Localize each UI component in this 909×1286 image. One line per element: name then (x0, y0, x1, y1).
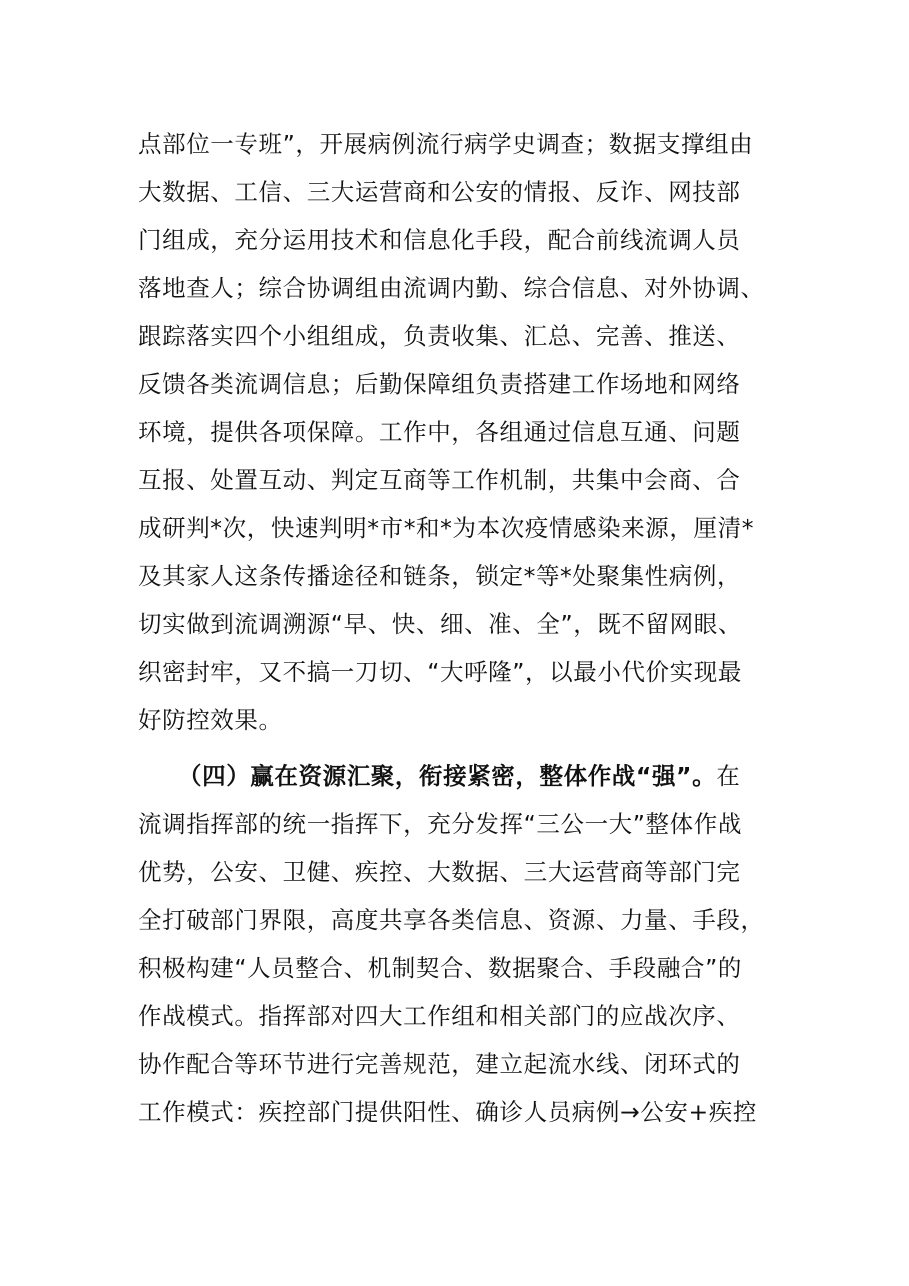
paragraph-2-line-7: 协作配合等环节进行完善规范，建立起流水线、闭环式的 (138, 1050, 741, 1078)
paragraph-1-line-9: 成研判*次，快速判明*市*和*为本次疫情感染来源，厘清* (138, 514, 755, 542)
paragraph-1-line-7: 环境，提供各项保障。工作中，各组通过信息互通、问题 (138, 418, 741, 446)
paragraph-2-line-5: 积极构建“人员整合、机制契合、数据聚合、手段融合”的 (138, 954, 742, 982)
paragraph-2-line-6: 作战模式。指挥部对四大工作组和相关部门的应战次序、 (138, 1002, 741, 1030)
paragraph-1-line-5: 跟踪落实四个小组组成，负责收集、汇总、完善、推送、 (138, 322, 741, 350)
paragraph-1-line-6: 反馈各类流调信息；后勤保障组负责搭建工作场地和网络 (138, 370, 741, 398)
paragraph-2-line-4: 全打破部门界限，高度共享各类信息、资源、力量、手段， (138, 906, 765, 934)
paragraph-1-line-4: 落地查人；综合协调组由流调内勤、综合信息、对外协调、 (138, 274, 765, 302)
paragraph-1-line-3: 门组成，充分运用技术和信息化手段，配合前线流调人员 (138, 226, 741, 254)
paragraph-1-line-2: 大数据、工信、三大运营商和公安的情报、反诈、网技部 (138, 178, 741, 206)
paragraph-1-line-12: 织密封牢，又不搞一刀切、“大呼隆”，以最小代价实现最 (138, 658, 742, 686)
paragraph-2-line-8: 工作模式：疾控部门提供阳性、确诊人员病例→公安+疾控 (138, 1098, 757, 1126)
paragraph-1-line-1: 点部位一专班”，开展病例流行病学史调查；数据支撑组由 (138, 130, 754, 158)
paragraph-1-line-10: 及其家人这条传播途径和链条，锁定*等*处聚集性病例， (138, 562, 742, 590)
paragraph-1-line-11: 切实做到流调溯源“早、快、细、准、全”，既不留网眼、 (138, 610, 742, 638)
paragraph-1-line-13: 好防控效果。 (138, 706, 283, 734)
paragraph-2-line-3: 优势，公安、卫健、疾控、大数据、三大运营商等部门完 (138, 858, 741, 886)
paragraph-2-first-line (178, 761, 740, 791)
paragraph-2-line-2: 流调指挥部的统一指挥下，充分发挥“三公一大”整体作战 (138, 810, 742, 838)
section-heading-continuation: 在 (716, 762, 741, 790)
paragraph-1-line-8: 互报、处置互动、判定互商等工作机制，共集中会商、合 (138, 466, 741, 494)
section-heading: （四）赢在资源汇聚，衔接紧密，整体作战“强”。 (178, 762, 717, 790)
